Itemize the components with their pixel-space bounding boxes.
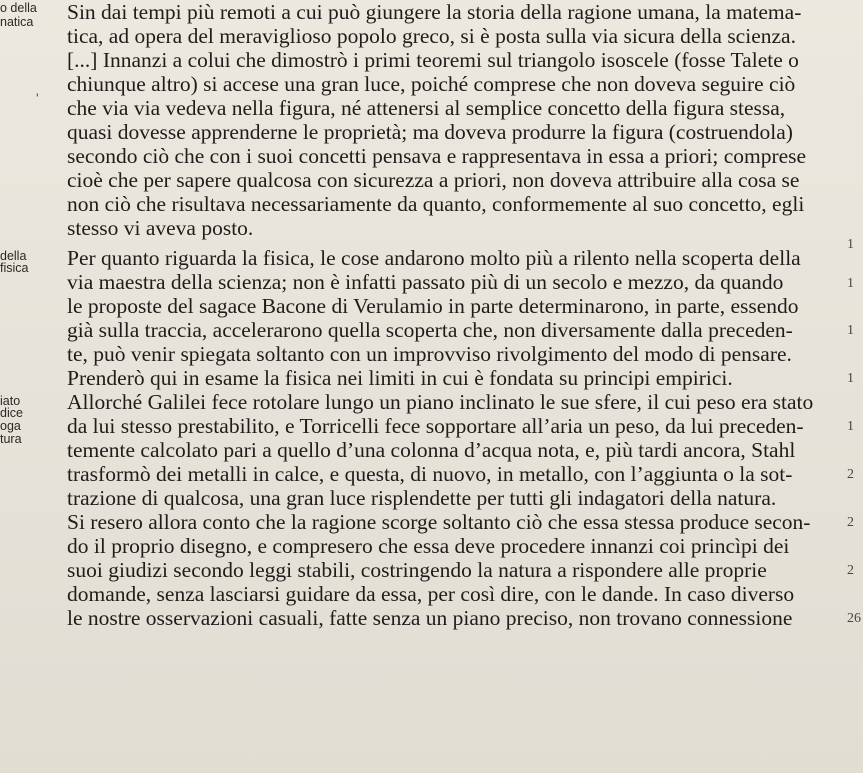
line-number: 2 (847, 515, 854, 530)
line-number: 2 (847, 467, 854, 482)
text-line-16: Prenderò qui in esame la fisica nei limiti in cui è fondata su principi empirici. (67, 366, 733, 390)
margin-note: natica (0, 15, 34, 29)
margin-note: fisica (0, 261, 29, 275)
line-number: 1 (847, 371, 854, 386)
text-line-2: tica, ad opera del meraviglioso popolo greco, si è posta sulla via sicura della scienza. (67, 24, 796, 48)
text-line-5: che via via vedeva nella figura, né attenersi al semplice concetto della figura stessa, (67, 96, 786, 120)
text-line-20: trasformò dei metalli in calce, e questa, di nuovo, in metallo, con l’aggiunta o la sot- (67, 462, 793, 486)
text-line-24: suoi giudizi secondo leggi stabili, costringendo la natura a rispondere alle proprie (67, 558, 767, 582)
text-line-3: [...] Innanzi a colui che dimostrò i primi teoremi sul triangolo isoscele (fosse Talete o (67, 48, 799, 72)
text-line-12: via maestra della scienza; non è infatti passato più di un secolo e mezzo, da quando (67, 270, 784, 294)
margin-note: iato (0, 394, 21, 408)
text-line-22: Si resero allora conto che la ragione scorge soltanto ciò che essa stessa produce secon- (67, 510, 811, 534)
text-line-17: Allorché Galilei fece rotolare lungo un piano inclinato le sue sfere, il cui peso era stato (67, 390, 814, 414)
text-line-15: te, può venir spiegata soltanto con un improvviso rivolgimento del modo di pensare. (67, 342, 792, 366)
line-number: 1 (847, 276, 854, 291)
text-line-1: Sin dai tempi più remoti a cui può giungere la storia della ragione umana, la matema- (67, 0, 802, 24)
text-line-11: Per quanto riguarda la fisica, le cose andarono molto più a rilento nella scoperta della (67, 246, 801, 270)
text-line-6: quasi dovesse apprenderne le proprietà; ma doveva produrre la figura (costruendola) (67, 120, 793, 144)
line-number: 1 (847, 323, 854, 338)
margin-note: tura (0, 432, 22, 446)
line-number: 2 (847, 563, 854, 578)
line-number: 26 (847, 611, 861, 626)
margin-note: dice (0, 406, 23, 420)
text-line-8: cioè che per sapere qualcosa con sicurezza a priori, non doveva attribuire alla cosa se (67, 168, 800, 192)
line-number: 1 (847, 419, 854, 434)
text-line-26: le nostre osservazioni casuali, fatte senza un piano preciso, non trovano connessione (67, 606, 793, 630)
margin-note: oga (0, 419, 21, 433)
text-line-9: non ciò che risultava necessariamente da quanto, conformemente al suo concetto, egli (67, 192, 805, 216)
text-line-21: trazione di qualcosa, una gran luce risplendette per tutti gli indagatori della natura. (67, 486, 777, 510)
margin-note: della (0, 249, 27, 263)
text-line-13: le proposte del sagace Bacone di Verulamio in parte determinarono, in parte, essendo (67, 294, 799, 318)
text-line-10: stesso vi aveva posto. (67, 216, 254, 240)
text-line-25: domande, senza lasciarsi guidare da essa, per così dire, con le dande. In caso diverso (67, 582, 795, 606)
text-line-4: chiunque altro) si accese una gran luce, poiché comprese che non doveva seguire ciò (67, 72, 796, 96)
text-line-14: già sulla traccia, accelerarono quella scoperta che, non diversamente dalla preceden- (67, 318, 793, 342)
margin-mark: ' (36, 90, 39, 106)
text-line-23: do il proprio disegno, e compresero che essa deve procedere innanzi coi princìpi dei (67, 534, 790, 558)
line-number: 1 (847, 237, 854, 252)
text-line-19: temente calcolato pari a quello d’una colonna d’acqua nota, e, più tardi ancora, Stahl (67, 438, 796, 462)
margin-note: o della (0, 1, 37, 15)
text-line-7: secondo ciò che con i suoi concetti pensava e rappresentava in essa a priori; comprese (67, 144, 807, 168)
text-line-18: da lui stesso prestabilito, e Torricelli fece sopportare all’aria un peso, da lui preceden- (67, 414, 804, 438)
